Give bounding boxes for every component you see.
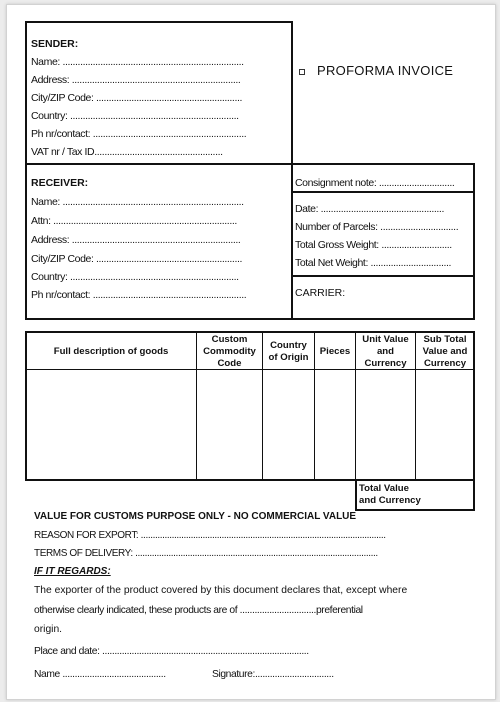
col-header-commodity-line2: Commodity (203, 346, 256, 357)
col-header-description (27, 346, 195, 358)
receiver-city-zip-field[interactable]: City/ZIP Code: .......................................................... (31, 253, 242, 265)
title-checkbox[interactable] (299, 69, 305, 75)
place-and-date-field[interactable]: Place and date: .................................................................................... (34, 646, 309, 657)
col-header-origin-line1: Country (270, 340, 307, 351)
sender-name-field[interactable]: Name: ........................................................................ (31, 56, 244, 68)
col-header-commodity-line1: Custom (211, 334, 248, 345)
col-header-subtotal (416, 334, 474, 370)
sender-country-field[interactable]: Country: ................................................................... (31, 110, 239, 122)
total-gross-weight-field[interactable]: Total Gross Weight: ............................ (295, 239, 452, 251)
date-field[interactable]: Date: ................................................. (295, 203, 444, 215)
name-field[interactable]: Name .......................................... (34, 669, 166, 680)
col-header-subtotal-line1: Sub Total (423, 334, 467, 345)
customs-purpose-line: VALUE FOR CUSTOMS PURPOSE ONLY - NO COMMERCIAL VALUE (34, 511, 357, 522)
sender-heading: SENDER: (31, 38, 79, 50)
consignment-note-field[interactable]: Consignment note: .............................. (295, 177, 455, 189)
total-net-weight-field[interactable]: Total Net Weight: ................................ (295, 257, 452, 269)
if-it-regards-heading: IF IT REGARDS: (34, 566, 111, 577)
page-title: PROFORMA INVOICE (317, 63, 454, 78)
receiver-phone-field[interactable]: Ph nr/contact: ............................................................. (31, 289, 247, 301)
signature-field[interactable]: Signature:................................ (212, 669, 334, 680)
col-header-unit-value-line1: Unit Value (362, 334, 409, 345)
col-header-commodity-line3: Code (217, 358, 242, 369)
col-header-unit-value-line2: and (376, 346, 395, 357)
sender-vat-field[interactable]: VAT nr / Tax ID................................................... (31, 146, 223, 158)
col-header-commodity-code (197, 334, 262, 370)
declaration-line-2[interactable]: otherwise clearly indicated, these products are of ...............................preferential (34, 605, 363, 616)
col-header-unit-value-line3: Currency (364, 358, 407, 369)
receiver-country-field[interactable]: Country: ................................................................... (31, 271, 239, 283)
proforma-invoice-page (6, 4, 496, 700)
col-header-subtotal-line2: Value and (422, 346, 468, 357)
total-value-label-line2: and Currency (359, 495, 421, 506)
receiver-attn-field[interactable]: Attn: ......................................................................... (31, 215, 237, 227)
receiver-name-field[interactable]: Name: ........................................................................ (31, 196, 244, 208)
col-header-unit-value (356, 334, 415, 370)
number-of-parcels-field[interactable]: Number of Parcels: ............................... (295, 221, 459, 233)
total-value-label-line1: Total Value (359, 483, 409, 494)
col-header-pieces-text: Pieces (319, 346, 351, 357)
sender-city-zip-field[interactable]: City/ZIP Code: .......................................................... (31, 92, 242, 104)
col-header-country-of-origin (263, 340, 314, 364)
col-header-description-text: Full description of goods (53, 346, 169, 357)
declaration-line-3: origin. (34, 624, 63, 635)
col-header-origin-line2: of Origin (268, 352, 309, 363)
col-header-subtotal-line3: Currency (423, 358, 467, 369)
col-header-pieces (315, 346, 355, 358)
reason-for-export-field[interactable]: REASON FOR EXPORT: ....................................................................................................... (34, 530, 386, 541)
declaration-line-1: The exporter of the product covered by this document declares that, except where (34, 585, 408, 596)
carrier-label: CARRIER: (295, 287, 346, 299)
receiver-address-field[interactable]: Address: ................................................................... (31, 234, 241, 246)
receiver-heading: RECEIVER: (31, 177, 89, 189)
terms-of-delivery-field[interactable]: TERMS OF DELIVERY: ...................................................................................................... (34, 548, 378, 559)
sender-address-field[interactable]: Address: ................................................................... (31, 74, 241, 86)
sender-phone-field[interactable]: Ph nr/contact: ............................................................. (31, 128, 247, 140)
